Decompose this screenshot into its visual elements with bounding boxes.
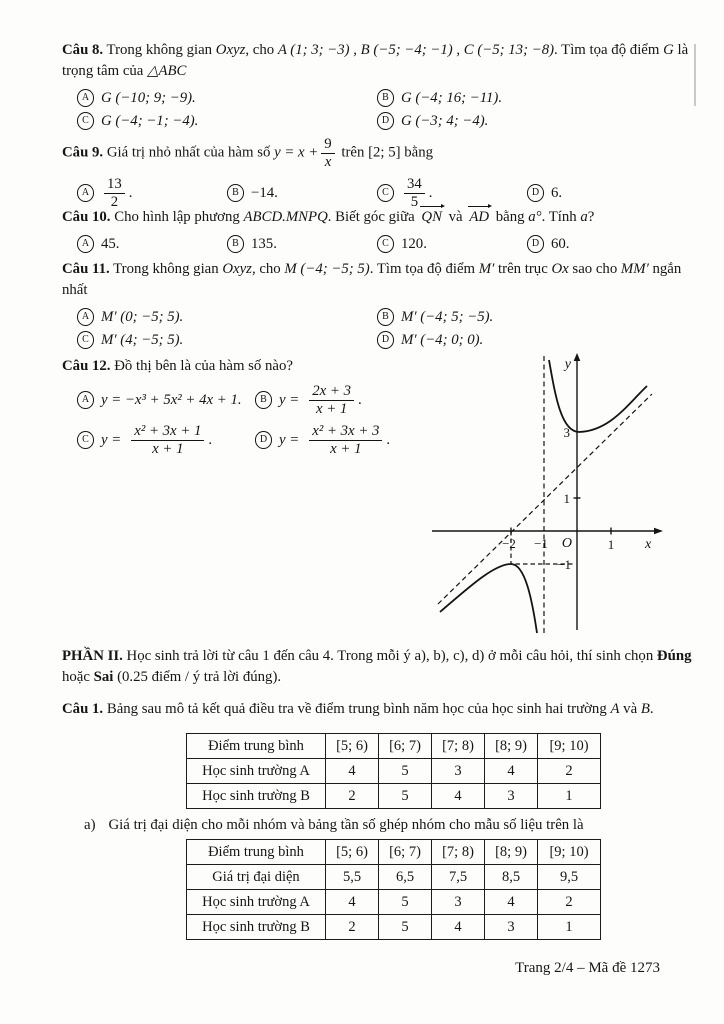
text-run: và bbox=[619, 701, 641, 717]
axis-arrows bbox=[574, 353, 663, 534]
option-d bbox=[377, 111, 696, 131]
option-letter: D bbox=[255, 431, 272, 449]
table-cell: [5; 6) bbox=[326, 734, 379, 759]
table-cell: 3 bbox=[432, 759, 485, 784]
option-b bbox=[227, 176, 377, 210]
math-run: y = x + bbox=[274, 144, 319, 161]
option-a bbox=[77, 307, 377, 327]
part-label: PHẦN II. bbox=[62, 648, 123, 664]
curve-upper-branch bbox=[549, 360, 647, 432]
option-a bbox=[77, 88, 377, 108]
oblique-asymptote bbox=[438, 394, 652, 604]
tick-label-1x: 1 bbox=[607, 537, 615, 552]
table-row bbox=[187, 915, 601, 940]
option-c bbox=[77, 111, 377, 131]
text-run: ? bbox=[587, 209, 595, 225]
question-9 bbox=[62, 136, 696, 210]
option-letter: A bbox=[77, 391, 94, 409]
vector-AD: AD bbox=[469, 209, 490, 225]
table-cell: 1 bbox=[538, 915, 601, 940]
table-cell: Điểm trung bình bbox=[187, 734, 326, 759]
item-label: a) bbox=[84, 817, 96, 833]
table-cell: [5; 6) bbox=[326, 840, 379, 865]
table-cell: 7,5 bbox=[432, 865, 485, 890]
fraction-numerator: 13 bbox=[107, 176, 122, 193]
option-a bbox=[77, 234, 227, 254]
text-run: Cho hình lập phương bbox=[110, 209, 244, 225]
table-row bbox=[187, 840, 601, 865]
fraction-numerator: 2x + 3 bbox=[312, 383, 352, 399]
fraction bbox=[308, 383, 355, 417]
option-letter: C bbox=[77, 431, 94, 449]
math-run: a bbox=[580, 209, 588, 225]
option-b bbox=[255, 383, 442, 417]
math-run: Ox bbox=[551, 261, 569, 277]
options bbox=[62, 88, 696, 131]
question-label: Câu 10. bbox=[62, 209, 111, 225]
option-text: 120. bbox=[401, 236, 427, 252]
fraction-denominator: x bbox=[321, 153, 334, 171]
table-cell: 5,5 bbox=[326, 865, 379, 890]
options bbox=[62, 234, 696, 254]
option-b bbox=[377, 88, 696, 108]
math-run: △ABC bbox=[147, 63, 187, 79]
option-text: G (−10; 9; −9). bbox=[101, 90, 196, 106]
fraction-denominator: 5 bbox=[404, 193, 425, 211]
question-1-title bbox=[62, 699, 696, 720]
math-run: ABCD.MNPQ bbox=[243, 209, 328, 225]
option-text: M′ (−4; 5; −5). bbox=[401, 309, 494, 325]
text-run: , cho bbox=[245, 42, 278, 58]
option-letter: B bbox=[227, 235, 244, 253]
option-letter: B bbox=[227, 184, 244, 202]
option-letter: B bbox=[377, 89, 394, 107]
options bbox=[62, 307, 696, 350]
part-2-text bbox=[62, 646, 696, 688]
text-run: và bbox=[444, 209, 467, 225]
option-text: y = −x³ + 5x² + 4x + 1. bbox=[101, 392, 242, 409]
table-cell: 3 bbox=[485, 784, 538, 809]
table-cell: [8; 9) bbox=[485, 840, 538, 865]
text-run: hoặc bbox=[62, 669, 94, 685]
option-b bbox=[227, 234, 377, 254]
option-suffix: . bbox=[386, 432, 391, 449]
option-letter: A bbox=[77, 184, 94, 202]
x-arrow bbox=[654, 528, 663, 535]
question-9-title bbox=[62, 136, 696, 170]
table-cell: 5 bbox=[379, 759, 432, 784]
option-letter: A bbox=[77, 89, 94, 107]
table-cell: 2 bbox=[326, 784, 379, 809]
table-cell: Học sinh trường B bbox=[187, 915, 326, 940]
x-axis-label: x bbox=[645, 537, 652, 552]
options bbox=[62, 176, 696, 210]
option-suffix: . bbox=[428, 185, 433, 202]
vector-QN: QN bbox=[421, 209, 442, 225]
table-row bbox=[187, 734, 601, 759]
text-run: trên bbox=[337, 144, 369, 161]
option-text: 6. bbox=[551, 185, 563, 202]
fraction-numerator: 9 bbox=[324, 136, 332, 152]
option-text: 60. bbox=[551, 236, 570, 252]
table-cell: Điểm trung bình bbox=[187, 840, 326, 865]
fraction-denominator: x + 1 bbox=[309, 400, 354, 418]
table-row bbox=[187, 759, 601, 784]
option-suffix: . bbox=[208, 432, 213, 449]
option-pre: y = bbox=[279, 432, 300, 449]
asymptotes bbox=[438, 356, 652, 633]
table-cell: 5 bbox=[379, 915, 432, 940]
table-row bbox=[187, 890, 601, 915]
question-label: Câu 1. bbox=[62, 701, 104, 717]
option-letter: D bbox=[527, 235, 544, 253]
text-run: bằng bbox=[492, 209, 529, 225]
grouped-frequency-table bbox=[186, 839, 601, 940]
text-run: sao cho bbox=[568, 261, 621, 277]
tick-label-minus2: −2 bbox=[502, 536, 516, 551]
question-8-title bbox=[62, 40, 696, 82]
fraction-denominator: x + 1 bbox=[131, 440, 204, 458]
fraction bbox=[130, 423, 205, 457]
bold-run: Đúng bbox=[656, 648, 692, 664]
fraction-denominator: 2 bbox=[104, 193, 125, 211]
table-cell: [8; 9) bbox=[485, 734, 538, 759]
fraction bbox=[103, 176, 126, 210]
text-run: là trọng tâm của bbox=[62, 42, 689, 79]
text-run: Học sinh trả lời từ câu 1 đến câu 4. Trong mỗi ý a), b), c), d) ở mỗi câu hỏi, thí sinh chọn bbox=[122, 648, 657, 664]
text-run: Giá trị đại diện cho mỗi nhóm và bảng tần số ghép nhóm cho mẫu số liệu trên là bbox=[108, 817, 584, 833]
option-letter: C bbox=[377, 235, 394, 253]
curve-lower-branch bbox=[440, 564, 537, 633]
math-run: G bbox=[663, 42, 674, 58]
question-10 bbox=[62, 207, 696, 254]
tick-label-minus1y: −1 bbox=[557, 557, 571, 572]
question-label: Câu 11. bbox=[62, 261, 110, 277]
question-11-title bbox=[62, 259, 696, 301]
option-letter: C bbox=[377, 184, 394, 202]
table-row bbox=[187, 784, 601, 809]
option-c bbox=[77, 423, 255, 457]
page-footer: Trang 2/4 – Mã đề 1273 bbox=[515, 960, 660, 976]
function-graph bbox=[424, 352, 716, 636]
option-text: M′ (4; −5; 5). bbox=[101, 332, 184, 348]
table-row bbox=[187, 865, 601, 890]
option-suffix: . bbox=[128, 185, 133, 202]
options bbox=[62, 383, 442, 457]
table-cell: 4 bbox=[432, 915, 485, 940]
fraction bbox=[320, 136, 335, 170]
tick-label-minus1: −1 bbox=[534, 536, 548, 551]
text-run: . Tính bbox=[541, 209, 581, 225]
question-8 bbox=[62, 40, 696, 131]
text-run: . Tìm tọa độ điểm bbox=[369, 261, 479, 277]
table-cell: [9; 10) bbox=[538, 840, 601, 865]
option-text: G (−4; 16; −11). bbox=[401, 90, 503, 106]
table-cell: 2 bbox=[538, 759, 601, 784]
question-label: Câu 8. bbox=[62, 42, 104, 58]
option-text: G (−3; 4; −4). bbox=[401, 113, 489, 129]
question-label: Câu 9. bbox=[62, 144, 104, 161]
option-d bbox=[527, 176, 696, 210]
table-cell: 1 bbox=[538, 784, 601, 809]
table-cell: 4 bbox=[485, 890, 538, 915]
question-1-part2 bbox=[62, 699, 696, 726]
text-run: . Biết góc giữa bbox=[327, 209, 419, 225]
option-a bbox=[77, 176, 227, 210]
fraction-numerator: x² + 3x + 3 bbox=[312, 423, 380, 440]
table-cell: [6; 7) bbox=[379, 734, 432, 759]
option-letter: C bbox=[77, 112, 94, 130]
table-cell: 4 bbox=[326, 890, 379, 915]
math-run: A bbox=[610, 701, 620, 717]
math-run: Oxyz bbox=[215, 42, 246, 58]
y-axis-label: y bbox=[564, 357, 571, 372]
table-cell: [7; 8) bbox=[432, 840, 485, 865]
fraction bbox=[308, 423, 383, 457]
option-c bbox=[377, 176, 527, 210]
option-text: M′ (−4; 0; 0). bbox=[401, 332, 484, 348]
question-11 bbox=[62, 259, 696, 350]
tick-label-1y: 1 bbox=[563, 491, 570, 506]
option-pre: y = bbox=[279, 392, 300, 409]
text-run: ngắn nhất bbox=[62, 261, 682, 298]
option-d bbox=[377, 330, 696, 350]
option-letter: B bbox=[255, 391, 272, 409]
table-cell: Giá trị đại diện bbox=[187, 865, 326, 890]
table-cell: 3 bbox=[485, 915, 538, 940]
table-cell: 3 bbox=[432, 890, 485, 915]
option-d bbox=[255, 423, 442, 457]
math-run: A (1; 3; −3) , B (−5; −4; −1) , C (−5; 13; −8) bbox=[277, 42, 555, 58]
question-10-title bbox=[62, 207, 696, 228]
table-cell: 5 bbox=[379, 890, 432, 915]
question-12-title bbox=[62, 356, 442, 377]
option-text: −14. bbox=[251, 185, 278, 202]
math-run: Oxyz bbox=[222, 261, 252, 277]
question-12 bbox=[62, 356, 442, 457]
option-pre: y = bbox=[101, 432, 122, 449]
table-cell: [7; 8) bbox=[432, 734, 485, 759]
table-cell: Học sinh trường A bbox=[187, 759, 326, 784]
math-run: B bbox=[640, 701, 650, 717]
item-a-text bbox=[84, 815, 718, 836]
option-text: 135. bbox=[251, 236, 277, 252]
option-letter: D bbox=[527, 184, 544, 202]
table-cell: 8,5 bbox=[485, 865, 538, 890]
table-cell: 2 bbox=[538, 890, 601, 915]
option-letter: D bbox=[377, 331, 394, 349]
fraction-numerator: 34 bbox=[407, 176, 422, 193]
fraction-denominator: x + 1 bbox=[309, 440, 382, 458]
tick-label-3: 3 bbox=[563, 425, 570, 440]
table-cell: 4 bbox=[326, 759, 379, 784]
text-run: Trong không gian bbox=[109, 261, 223, 277]
math-run: M′ bbox=[478, 261, 495, 277]
math-run: M (−4; −5; 5) bbox=[284, 261, 370, 277]
option-letter: A bbox=[77, 308, 94, 326]
table-cell: [6; 7) bbox=[379, 840, 432, 865]
option-c bbox=[377, 234, 527, 254]
option-text: M′ (0; −5; 5). bbox=[101, 309, 184, 325]
option-d bbox=[527, 234, 696, 254]
bold-run: Sai bbox=[93, 669, 114, 685]
text-run: Giá trị nhỏ nhất của hàm số bbox=[103, 144, 275, 161]
text-run: . bbox=[649, 701, 654, 717]
table-cell: 5 bbox=[379, 784, 432, 809]
table-cell: 6,5 bbox=[379, 865, 432, 890]
math-run: a° bbox=[528, 209, 542, 225]
text-run: Bảng sau mô tả kết quả điều tra về điểm trung bình năm học của học sinh hai trường bbox=[103, 701, 611, 717]
option-letter: D bbox=[377, 112, 394, 130]
option-suffix: . bbox=[358, 392, 362, 409]
text-run: . Tìm tọa độ điểm bbox=[554, 42, 664, 58]
table-cell: 2 bbox=[326, 915, 379, 940]
text-run: (0.25 điểm / ý trả lời đúng). bbox=[113, 669, 282, 685]
table-cell: 9,5 bbox=[538, 865, 601, 890]
text-run: Đồ thị bên là của hàm số nào? bbox=[110, 358, 293, 374]
option-letter: A bbox=[77, 235, 94, 253]
y-arrow bbox=[574, 353, 581, 361]
option-a bbox=[77, 383, 255, 417]
frequency-table bbox=[186, 733, 601, 809]
table-cell: 4 bbox=[485, 759, 538, 784]
table-cell: Học sinh trường A bbox=[187, 890, 326, 915]
option-text: G (−4; −1; −4). bbox=[101, 113, 199, 129]
table-cell: [9; 10) bbox=[538, 734, 601, 759]
table-cell: Học sinh trường B bbox=[187, 784, 326, 809]
option-c bbox=[77, 330, 377, 350]
option-letter: C bbox=[77, 331, 94, 349]
item-a bbox=[84, 815, 718, 842]
question-label: Câu 12. bbox=[62, 358, 111, 374]
math-run: [2; 5] bbox=[368, 144, 401, 161]
text-run: , cho bbox=[251, 261, 285, 277]
text-run: Trong không gian bbox=[103, 42, 216, 58]
part-2-header bbox=[62, 646, 696, 694]
option-text: 45. bbox=[101, 236, 120, 252]
fraction-numerator: x² + 3x + 1 bbox=[134, 423, 202, 440]
math-run: MM′ bbox=[620, 261, 649, 277]
text-run: trên trục bbox=[494, 261, 552, 277]
text-run: bằng bbox=[400, 144, 434, 161]
option-b bbox=[377, 307, 696, 327]
origin-label: O bbox=[561, 536, 572, 551]
table-cell: 4 bbox=[432, 784, 485, 809]
option-letter: B bbox=[377, 308, 394, 326]
